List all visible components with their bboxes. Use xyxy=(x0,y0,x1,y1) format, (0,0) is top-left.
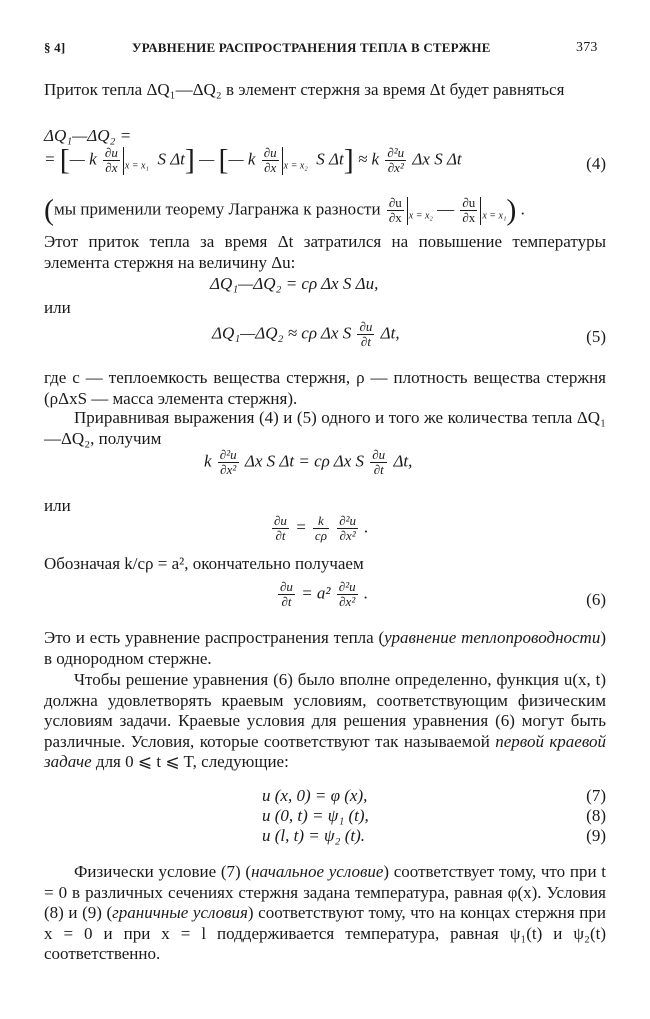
physical-text-1: Физически условие (7) ( xyxy=(74,862,252,881)
equation-5: ΔQ₁—ΔQ₂ ≈ cρ Δx S $\frac{\partial u}{\partial t}$ Δt, xyxy=(212,319,400,349)
equation-6-number: (6) xyxy=(586,590,606,609)
heat-eq-text-2: ) в однородном стержне. xyxy=(44,628,607,668)
lagrange-text: мы применили теорему Лагранжа к разности xyxy=(54,199,381,219)
initial-condition-term: начальное условие xyxy=(251,862,384,881)
paragraph-definitions: где c — теплоемкость вещества стержня, ρ — плотность вещества стержня (ρΔxS — масса элемента стержня). xyxy=(44,368,606,408)
equation-8: u (0, t) = ψ₁ (t), xyxy=(262,806,369,825)
heat-eq-term: уравнение теплопроводности xyxy=(384,628,601,647)
physical-text-2: ) соответствует тому, что при t = 0 в различных сечениях стержня задана температура, равная φ(x). Условия (8) и (9) ( xyxy=(44,862,606,922)
first-boundary-problem-term: первой краевой задаче xyxy=(44,731,606,771)
paragraph-temperature-rise: Этот приток тепла за время Δt затратился на повышение температуры элемента стержня на величину Δu: xyxy=(44,232,606,272)
paragraph-heat-equation xyxy=(44,628,606,669)
heat-eq-text-1: Это и есть уравнение распространения тепла ( xyxy=(44,628,385,647)
section-marker: § 4] xyxy=(44,40,66,55)
paragraph-substitution: Обозначая k/cρ = a², окончательно получаем xyxy=(44,554,364,573)
page-number: 373 xyxy=(576,40,598,55)
equation-4-lhs: ΔQ₁—ΔQ₂ = xyxy=(44,126,132,145)
equation-equated: k $\frac{\text{∂²u}}{\text{∂x²}}$ Δx S Δt = cρ Δx S $\frac{\partial u}{\partial t}$ Δt, xyxy=(204,447,413,477)
physical-text-3: ) соответствуют тому, что на концах стержня при x = 0 и при x = l поддерживается температура, равная ψ₁(t) и ψ₂(t) соответственно. xyxy=(44,903,606,963)
equation-4-number: (4) xyxy=(586,154,606,173)
equation-9-number: (9) xyxy=(586,826,606,845)
lagrange-remark: (мы применили теорему Лагранжа к разности $\frac{\partial u}{\partial x}$ $_{x = x_2}$ — $\frac{\partial u}{\partial x}$ $_{x = x_1}$) . xyxy=(44,193,525,227)
equation-5-number: (5) xyxy=(586,327,606,346)
equation-7: u (x, 0) = φ (x), xyxy=(262,786,368,805)
paragraph-physical-meaning xyxy=(44,862,606,965)
equation-4: = [— k $\frac{\partial u}{\partial x}$ $_{x = x_1}$ S Δt] — [— k $\frac{\partial u}{\partial x}$ $_{x = x_2}$ S Δt] ≈ k $\frac{\text{∂²u}}{\text{∂x²}}$ Δx S Δt xyxy=(44,143,462,177)
running-title: УРАВНЕНИЕ РАСПРОСТРАНЕНИЯ ТЕПЛА В СТЕРЖНЕ xyxy=(132,40,491,55)
word-or-2: или xyxy=(44,496,71,515)
word-or-1: или xyxy=(44,298,71,317)
equation-8-number: (8) xyxy=(586,806,606,825)
paragraph-heat-inflow: Приток тепла ΔQ₁—ΔQ₂ в элемент стержня за время Δt будет равняться xyxy=(44,80,565,99)
equation-6: $\frac{\partial u}{\partial t}$ = a² $\frac{\text{∂²u}}{\text{∂x²}}$ . xyxy=(280,579,369,609)
equation-heat-balance: ΔQ₁—ΔQ₂ = cρ Δx S Δu, xyxy=(210,274,379,293)
boundary-condition-term: граничные условия xyxy=(112,903,248,922)
boundary-text-1: Чтобы решение уравнения (6) было вполне определенно, функция u(x, t) должна удовлетворять краевым условиям, соответствующим физическим условиям задачи. Краевые условия для решения уравнения (6) могут быть различные. Условия, которые соответствуют так называемой xyxy=(44,670,606,751)
boundary-text-2: для 0 ⩽ t ⩽ T, следующие: xyxy=(91,752,289,771)
paragraph-boundary-conditions xyxy=(44,670,606,773)
paragraph-equating: Приравнивая выражения (4) и (5) одного и того же количества тепла ΔQ₁—ΔQ₂, получим xyxy=(44,408,606,448)
equation-9: u (l, t) = ψ₂ (t). xyxy=(262,826,366,845)
equation-7-number: (7) xyxy=(586,786,606,805)
equation-derivative-relation: $\frac{\partial u}{\partial t}$ = $\frac{k}{c\rho}$ $\frac{\text{∂²u}}{\text{∂x²}}$ . xyxy=(274,513,369,543)
